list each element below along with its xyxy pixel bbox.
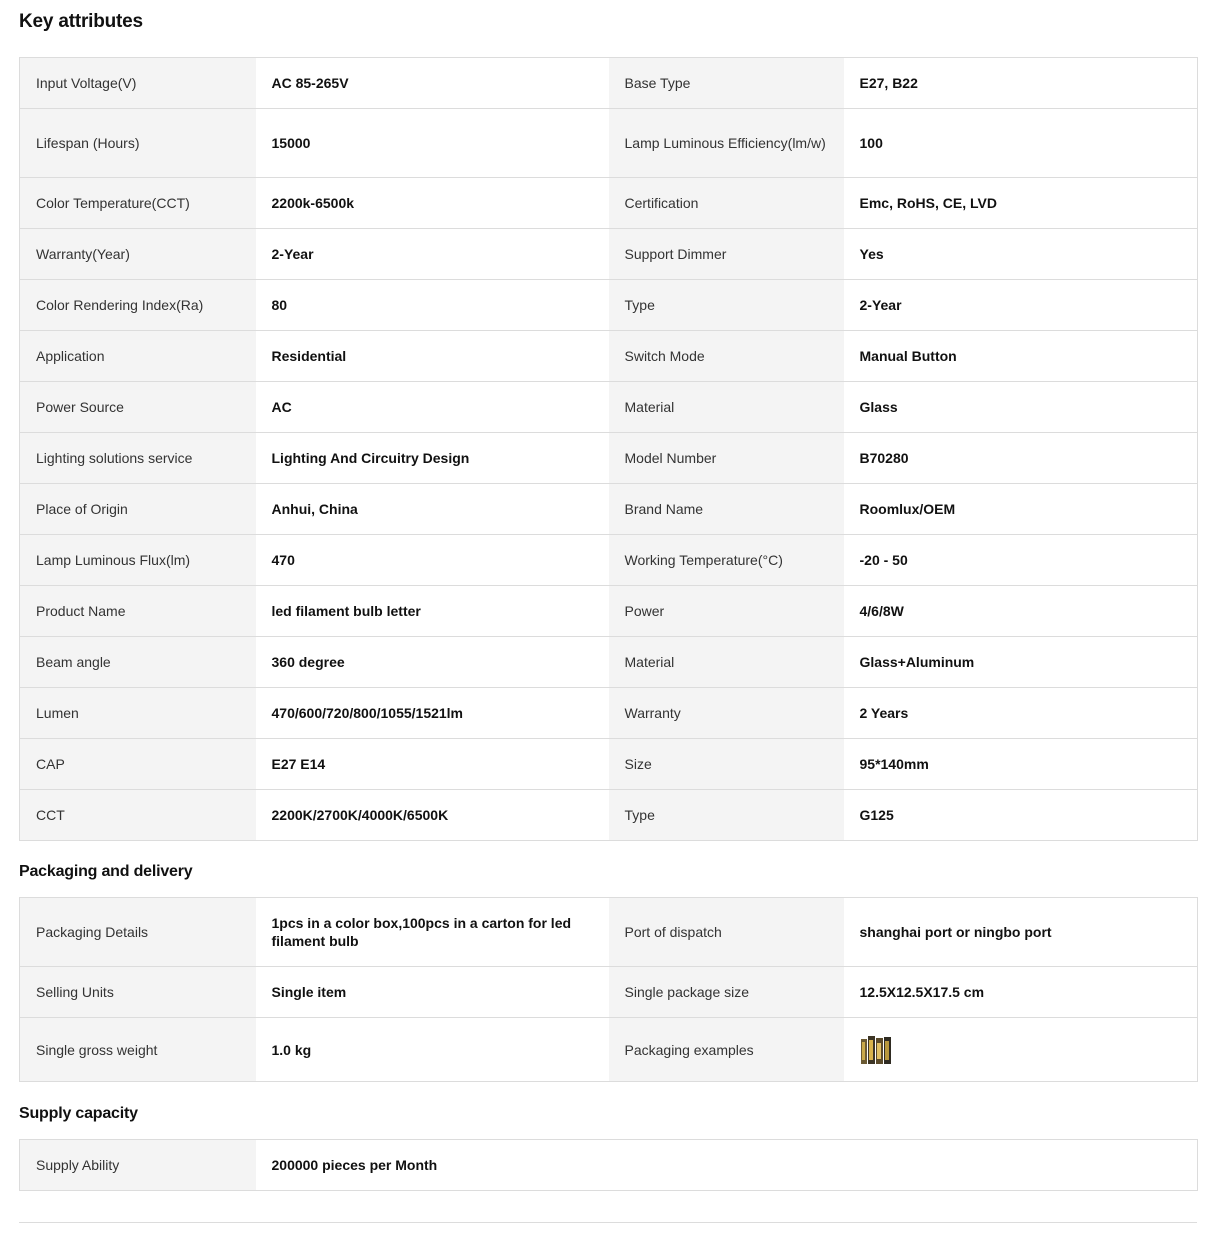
- table-row: [20, 58, 1198, 109]
- attr-label: Lamp Luminous Flux(lm): [20, 535, 256, 586]
- attr-value: 2-Year: [256, 229, 609, 280]
- attr-label: Material: [609, 637, 844, 688]
- attr-value: 80: [256, 280, 609, 331]
- attr-value: AC 85-265V: [256, 58, 609, 109]
- attr-value: 360 degree: [256, 637, 609, 688]
- attr-label: Input Voltage(V): [20, 58, 256, 109]
- attr-value: B70280: [844, 433, 1198, 484]
- attr-value: 100: [844, 109, 1198, 178]
- table-row: [20, 178, 1198, 229]
- attr-label: Place of Origin: [20, 484, 256, 535]
- attr-label: Model Number: [609, 433, 844, 484]
- attr-value: Single item: [256, 967, 609, 1018]
- packaging-examples-cell: [844, 1018, 1198, 1082]
- table-row: [20, 790, 1198, 841]
- attr-label: Lumen: [20, 688, 256, 739]
- table-row: [20, 484, 1198, 535]
- attr-label: Type: [609, 790, 844, 841]
- attr-value: 470: [256, 535, 609, 586]
- attr-label: Type: [609, 280, 844, 331]
- attr-label: Selling Units: [20, 967, 256, 1018]
- attr-label: Application: [20, 331, 256, 382]
- attr-value: 4/6/8W: [844, 586, 1198, 637]
- attr-value: 2200K/2700K/4000K/6500K: [256, 790, 609, 841]
- table-row: [20, 229, 1198, 280]
- key-attributes-table: [19, 57, 1198, 841]
- attr-value: Lighting And Circuitry Design: [256, 433, 609, 484]
- attr-label: Color Temperature(CCT): [20, 178, 256, 229]
- attr-value: AC: [256, 382, 609, 433]
- table-row: [20, 637, 1198, 688]
- attr-value: led filament bulb letter: [256, 586, 609, 637]
- attr-value: 2 Years: [844, 688, 1198, 739]
- table-row: [20, 1018, 1198, 1082]
- attr-value: 15000: [256, 109, 609, 178]
- attr-value: 12.5X12.5X17.5 cm: [844, 967, 1198, 1018]
- attr-value: Glass: [844, 382, 1198, 433]
- attr-label: Warranty: [609, 688, 844, 739]
- table-row: [20, 433, 1198, 484]
- attr-value: 200000 pieces per Month: [256, 1140, 1198, 1191]
- attr-label: Power: [609, 586, 844, 637]
- attr-label: CCT: [20, 790, 256, 841]
- packaging-photo-thumbnail[interactable]: [860, 1034, 892, 1066]
- attr-value: 1.0 kg: [256, 1018, 609, 1082]
- attr-value: 2-Year: [844, 280, 1198, 331]
- attr-label: Support Dimmer: [609, 229, 844, 280]
- attr-value: 95*140mm: [844, 739, 1198, 790]
- table-row: [20, 898, 1198, 967]
- attr-label: Switch Mode: [609, 331, 844, 382]
- attr-label: CAP: [20, 739, 256, 790]
- attr-label: Lifespan (Hours): [20, 109, 256, 178]
- attr-label: Product Name: [20, 586, 256, 637]
- attr-label: Single gross weight: [20, 1018, 256, 1082]
- attr-label: Packaging examples: [609, 1018, 844, 1082]
- attr-label: Color Rendering Index(Ra): [20, 280, 256, 331]
- attr-value: 470/600/720/800/1055/1521lm: [256, 688, 609, 739]
- divider: [19, 1222, 1197, 1223]
- supply-table: [19, 1139, 1198, 1191]
- table-row: [20, 331, 1198, 382]
- attr-value: Manual Button: [844, 331, 1198, 382]
- table-row: [20, 586, 1198, 637]
- attr-value: Residential: [256, 331, 609, 382]
- attr-value: Anhui, China: [256, 484, 609, 535]
- table-row: [20, 382, 1198, 433]
- attr-label: Size: [609, 739, 844, 790]
- attr-value: 1pcs in a color box,100pcs in a carton for led filament bulb: [256, 898, 609, 967]
- table-row: [20, 739, 1198, 790]
- packaging-title: Packaging and delivery: [19, 863, 193, 880]
- attr-value: E27, B22: [844, 58, 1198, 109]
- table-row: [20, 688, 1198, 739]
- table-row: [20, 535, 1198, 586]
- attr-label: Lamp Luminous Efficiency(lm/w): [609, 109, 844, 178]
- attr-value: Yes: [844, 229, 1198, 280]
- attr-value: G125: [844, 790, 1198, 841]
- key-attributes-title: Key attributes: [19, 11, 143, 32]
- attr-value: shanghai port or ningbo port: [844, 898, 1198, 967]
- attr-label: Working Temperature(°C): [609, 535, 844, 586]
- attr-value: Roomlux/OEM: [844, 484, 1198, 535]
- attr-label: Packaging Details: [20, 898, 256, 967]
- attr-value: 2200k-6500k: [256, 178, 609, 229]
- attr-label: Port of dispatch: [609, 898, 844, 967]
- attr-label: Single package size: [609, 967, 844, 1018]
- attr-label: Base Type: [609, 58, 844, 109]
- attr-label: Certification: [609, 178, 844, 229]
- attr-value: -20 - 50: [844, 535, 1198, 586]
- attr-label: Warranty(Year): [20, 229, 256, 280]
- attr-label: Brand Name: [609, 484, 844, 535]
- attr-value: E27 E14: [256, 739, 609, 790]
- attr-label: Beam angle: [20, 637, 256, 688]
- attr-label: Power Source: [20, 382, 256, 433]
- packaging-table: [19, 897, 1198, 1082]
- table-row: [20, 967, 1198, 1018]
- table-row: [20, 1140, 1198, 1191]
- supply-title: Supply capacity: [19, 1105, 138, 1122]
- attr-label: Material: [609, 382, 844, 433]
- attr-label: Lighting solutions service: [20, 433, 256, 484]
- table-row: [20, 280, 1198, 331]
- attr-label: Supply Ability: [20, 1140, 256, 1191]
- attr-value: Glass+Aluminum: [844, 637, 1198, 688]
- attr-value: Emc, RoHS, CE, LVD: [844, 178, 1198, 229]
- table-row: [20, 109, 1198, 178]
